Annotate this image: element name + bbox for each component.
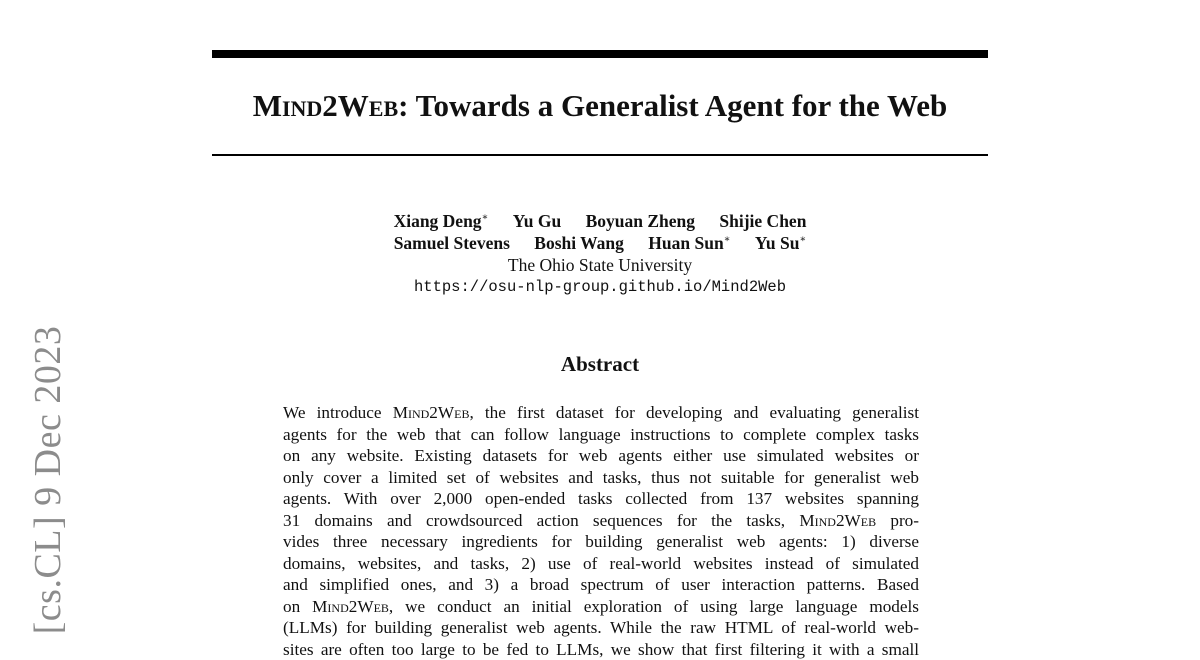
author-block: [212, 210, 988, 298]
author-row-2: [212, 232, 988, 254]
abstract-line: (LLMs) for building generalist web agents. While the raw HTML of real-world web-: [283, 617, 919, 639]
abstract-body: [283, 402, 919, 660]
abstract-line: sites are often too large to be fed to LLMs, we show that first filtering it with a small: [283, 639, 919, 660]
abstract-line: on Mind2Web, we conduct an initial exploration of using large language models: [283, 596, 919, 618]
abstract-heading: Abstract: [212, 350, 988, 378]
project-url[interactable]: https://osu-nlp-group.github.io/Mind2Web: [212, 276, 988, 298]
dataset-name: Mind2Web: [312, 597, 389, 616]
arxiv-side-stamp: [cs.CL] 9 Dec 2023: [26, 326, 70, 635]
author-name: Xiang Deng∗: [394, 211, 489, 231]
author-name: Yu Su∗: [755, 233, 806, 253]
author-name: Yu Gu: [513, 211, 561, 231]
abstract-line: agents for the web that can follow language instructions to complete complex tasks: [283, 424, 919, 446]
paper-title-rest: : Towards a Generalist Agent for the Web: [398, 88, 947, 123]
author-row-1: [212, 210, 988, 232]
title-top-rule: [212, 50, 988, 58]
paper-title-dataset-name: Mind2Web: [253, 88, 398, 123]
abstract-line: vides three necessary ingredients for building generalist web agents: 1) diverse: [283, 531, 919, 553]
author-name: Shijie Chen: [719, 211, 806, 231]
dataset-name: Mind2Web: [799, 511, 876, 530]
abstract-line: agents. With over 2,000 open-ended tasks collected from 137 websites spanning: [283, 488, 919, 510]
abstract-line: We introduce Mind2Web, the first dataset for developing and evaluating generalist: [283, 402, 919, 424]
abstract-line: and simplified ones, and 3) a broad spectrum of user interaction patterns. Based: [283, 574, 919, 596]
corresponding-author-mark: ∗: [482, 212, 489, 223]
title-bottom-rule: [212, 154, 988, 156]
paper-title: [212, 84, 988, 128]
abstract-line: 31 domains and crowdsourced action sequences for the tasks, Mind2Web pro-: [283, 510, 919, 532]
abstract-line: domains, websites, and tasks, 2) use of real-world websites instead of simulated: [283, 553, 919, 575]
corresponding-author-mark: ∗: [724, 234, 731, 245]
abstract-line: only cover a limited set of websites and tasks, thus not suitable for generalist web: [283, 467, 919, 489]
corresponding-author-mark: ∗: [799, 234, 806, 245]
abstract-line: on any website. Existing datasets for web agents either use simulated websites or: [283, 445, 919, 467]
affiliation: The Ohio State University: [212, 254, 988, 276]
author-name: Huan Sun∗: [648, 233, 730, 253]
author-name: Boshi Wang: [534, 233, 624, 253]
author-name: Boyuan Zheng: [586, 211, 695, 231]
author-name: Samuel Stevens: [394, 233, 510, 253]
dataset-name: Mind2Web: [393, 403, 470, 422]
